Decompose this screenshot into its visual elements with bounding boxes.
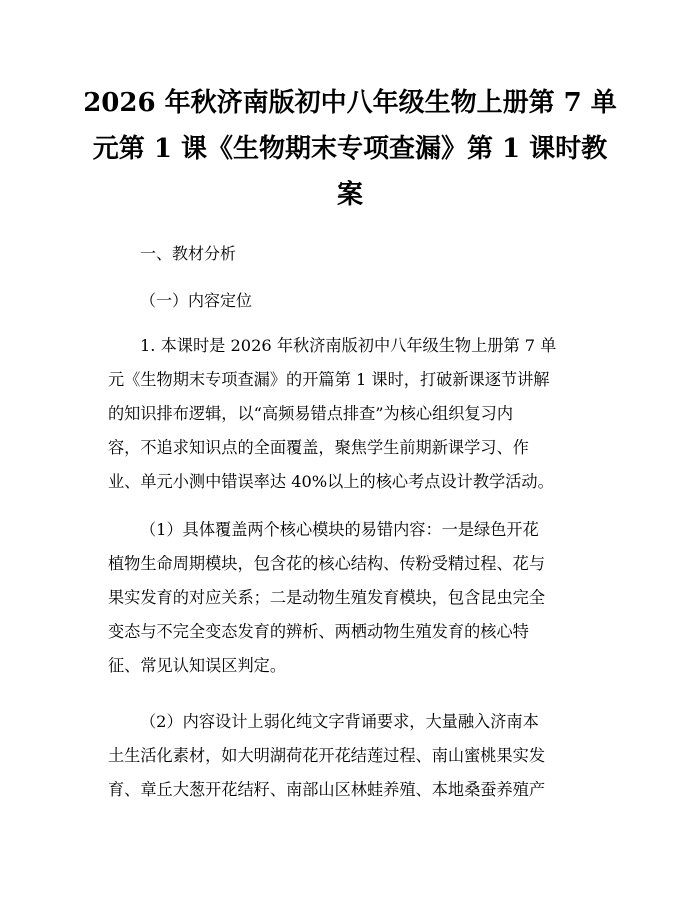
title-line-2: 元第 1 课《生物期末专项查漏》第 1 课时教 — [92, 134, 608, 164]
paragraph-2-line: （1）具体覆盖两个核心模块的易错内容：一是绿色开花 — [140, 520, 539, 539]
title-line-3: 案 — [336, 180, 363, 210]
paragraph-1 — [108, 329, 600, 499]
paragraph-2 — [108, 513, 600, 683]
paragraph-1-line: 的知识排布逻辑，以“高频易错点排查”为核心组织复习内 — [108, 404, 514, 423]
document-title — [70, 80, 630, 218]
paragraph-1-line: 元《生物期末专项查漏》的开篇第 1 课时，打破新课逐节讲解 — [108, 370, 550, 389]
paragraph-2-line: 变态与不完全变态发育的辨析、两栖动物生殖发育的核心特 — [108, 622, 529, 641]
paragraph-1-line: 容，不追求知识点的全面覆盖，聚焦学生前期新课学习、作 — [108, 438, 529, 457]
title-line-1: 2026 年秋济南版初中八年级生物上册第 7 单 — [83, 88, 617, 118]
paragraph-2-line: 果实发育的对应关系；二是动物生殖发育模块，包含昆虫完全 — [108, 588, 546, 607]
paragraph-3-line: 育、章丘大葱开花结籽、南部山区林蛙养殖、本地桑蚕养殖产 — [108, 780, 546, 799]
paragraph-2-line: 植物生命周期模块，包含花的核心结构、传粉受精过程、花与 — [108, 554, 546, 573]
section-heading: 一、教材分析 — [140, 244, 237, 263]
paragraph-2-line: 征、常见认知误区判定。 — [108, 656, 287, 675]
paragraph-3 — [108, 705, 600, 807]
paragraph-3-line: （2）内容设计上弱化纯文字背诵要求，大量融入济南本 — [140, 712, 539, 731]
subsection-heading: （一）内容定位 — [140, 291, 253, 310]
paragraph-1-line: 业、单元小测中错误率达 40%以上的核心考点设计教学活动。 — [108, 472, 554, 491]
paragraph-3-line: 土生活化素材，如大明湖荷花开花结莲过程、南山蜜桃果实发 — [108, 746, 546, 765]
paragraph-1-line: 1. 本课时是 2026 年秋济南版初中八年级生物上册第 7 单 — [140, 336, 557, 355]
